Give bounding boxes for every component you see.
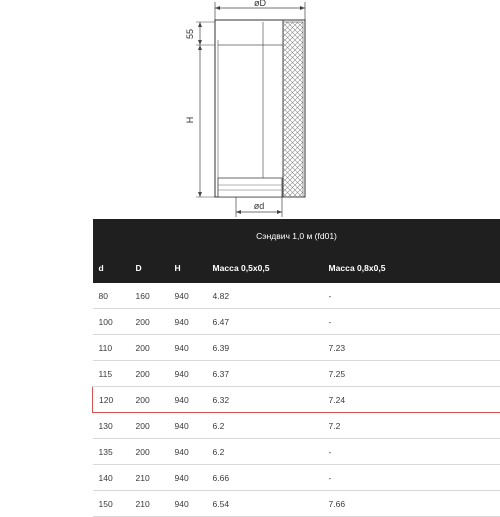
cell-H: 940: [169, 491, 207, 517]
pipe-technical-drawing: [0, 0, 500, 218]
table-row-highlighted: [93, 387, 500, 413]
cell-H: 940: [169, 439, 207, 465]
cell-d: 115: [93, 361, 130, 387]
cell-mass-05: 6.32: [207, 387, 323, 413]
table-row: [93, 465, 500, 491]
table-title: Сэндвич 1,0 м (fd01): [93, 219, 500, 253]
table-row: [93, 491, 500, 517]
cell-D: 200: [130, 335, 169, 361]
table-header-row: [93, 253, 500, 283]
column-header-D: D: [130, 253, 169, 283]
outer-diameter-label: øD: [254, 0, 266, 8]
cell-mass-05: 6.66: [207, 465, 323, 491]
table-title-row: [93, 219, 500, 253]
cell-H: 940: [169, 309, 207, 335]
cell-mass-05: 6.2: [207, 413, 323, 439]
cell-mass-08: 7.25: [323, 361, 500, 387]
cell-H: 940: [169, 465, 207, 491]
pipe-spigot: [218, 178, 282, 197]
inner-diameter-label: ød: [254, 201, 265, 211]
height-label: H: [185, 117, 195, 124]
cell-mass-05: 6.37: [207, 361, 323, 387]
cell-D: 200: [130, 309, 169, 335]
table-row: [93, 309, 500, 335]
cell-D: 200: [130, 439, 169, 465]
column-header-mass-05: Масса 0,5x0,5: [207, 253, 323, 283]
cell-D: 200: [130, 361, 169, 387]
column-header-mass-08: Масса 0,8x0,5: [323, 253, 500, 283]
table-row: [93, 361, 500, 387]
cell-mass-08: 7.66: [323, 491, 500, 517]
table-row: [93, 335, 500, 361]
cell-mass-05: 4.82: [207, 283, 323, 309]
cell-d: 100: [93, 309, 130, 335]
cell-H: 940: [169, 335, 207, 361]
cell-mass-05: 6.2: [207, 439, 323, 465]
cell-H: 940: [169, 361, 207, 387]
specification-table: [92, 219, 500, 517]
column-header-H: H: [169, 253, 207, 283]
cell-D: 200: [130, 387, 169, 413]
cell-mass-08: -: [323, 439, 500, 465]
cell-D: 210: [130, 491, 169, 517]
cell-mass-08: 7.24: [323, 387, 500, 413]
cell-D: 160: [130, 283, 169, 309]
insulation-section: [283, 22, 303, 197]
cell-mass-08: 7.23: [323, 335, 500, 361]
cell-H: 940: [169, 413, 207, 439]
cell-d: 80: [93, 283, 130, 309]
table-row: [93, 413, 500, 439]
cell-mass-08: 7.2: [323, 413, 500, 439]
cell-d: 135: [93, 439, 130, 465]
table-row: [93, 439, 500, 465]
cell-mass-05: 6.54: [207, 491, 323, 517]
cell-mass-05: 6.47: [207, 309, 323, 335]
cell-D: 200: [130, 413, 169, 439]
cell-mass-08: -: [323, 465, 500, 491]
pipe-drawing-svg: [0, 0, 500, 218]
cell-H: 940: [169, 387, 207, 413]
cell-d: 120: [93, 387, 130, 413]
cell-d: 130: [93, 413, 130, 439]
table-row: [93, 283, 500, 309]
cell-d: 150: [93, 491, 130, 517]
column-header-d: d: [93, 253, 130, 283]
cell-H: 940: [169, 283, 207, 309]
cell-d: 140: [93, 465, 130, 491]
cell-D: 210: [130, 465, 169, 491]
cell-mass-05: 6.39: [207, 335, 323, 361]
cell-d: 110: [93, 335, 130, 361]
cell-mass-08: -: [323, 309, 500, 335]
top-offset-label: 55: [185, 29, 195, 39]
cell-mass-08: -: [323, 283, 500, 309]
